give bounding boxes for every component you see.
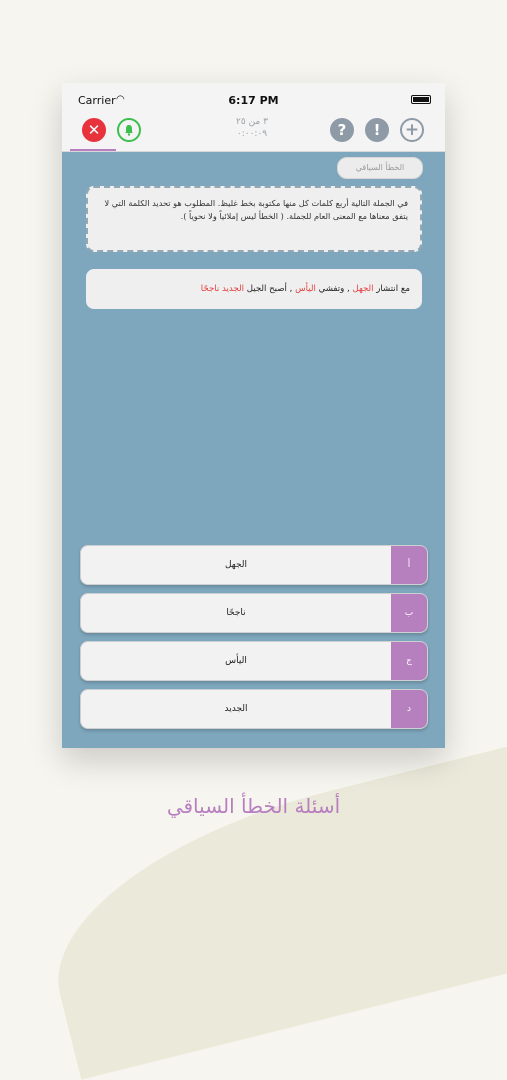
add-button[interactable] (400, 118, 424, 142)
wifi-icon: ◠ (116, 94, 125, 105)
answer-option[interactable] (80, 689, 428, 729)
counter-progress: ٣ من ٢٥ (236, 117, 268, 127)
help-button[interactable] (330, 118, 354, 142)
question-text: مع انتشار (373, 284, 410, 294)
bell-icon (123, 124, 135, 136)
section-label: الخطأ السياقي (337, 157, 423, 179)
question-word: اليأس (295, 284, 316, 294)
question-counter (212, 116, 292, 140)
carrier-label: Carrier (78, 94, 116, 107)
counter-timer: ٠:٠٠:٠٩ (236, 129, 268, 139)
answer-text: ناجحًا (226, 608, 246, 618)
answer-list (80, 545, 428, 737)
app-screen (62, 83, 445, 748)
battery-icon (411, 95, 431, 104)
toolbar (62, 111, 445, 152)
answer-text: الجديد (224, 704, 248, 714)
question-sentence (86, 269, 422, 309)
answer-letter: أ (391, 546, 427, 584)
question-word: ناجحًا (200, 284, 220, 294)
answer-letter: د (391, 690, 427, 728)
question-mark-icon: ? (337, 120, 347, 139)
close-button[interactable] (82, 118, 106, 142)
plus-icon: + (404, 119, 420, 140)
question-text: , أصبح الجيل (244, 284, 296, 294)
decorative-curve (28, 740, 507, 1079)
bell-button[interactable] (117, 118, 141, 142)
promo-caption: أسئلة الخطأ السياقي (166, 794, 341, 818)
close-icon: ✕ (87, 120, 101, 139)
answer-letter: ب (391, 594, 427, 632)
question-word: الجديد (222, 284, 244, 294)
report-button[interactable] (365, 118, 389, 142)
answer-option[interactable] (80, 641, 428, 681)
toolbar-indicator (70, 149, 116, 151)
answer-option[interactable] (80, 593, 428, 633)
question-word: الجهل (352, 284, 374, 294)
clock: 6:17 PM (228, 94, 279, 107)
answer-text: اليأس (225, 656, 247, 666)
answer-text: الجهل (224, 560, 248, 570)
exclamation-icon: ! (373, 120, 381, 139)
answer-option[interactable] (80, 545, 428, 585)
question-text: , وتفشي (315, 284, 353, 294)
instructions-box: في الجملة التالية أربع كلمات كل منها مكتوبة بخط غليظ. المطلوب هو تحديد الكلمة التي لا يتفق معناها مع المعنى العام للجملة. ( الخطأ ليس إملائياً ولا نحوياً ). (86, 186, 422, 252)
status-bar (62, 83, 445, 111)
answer-letter: ج (391, 642, 427, 680)
